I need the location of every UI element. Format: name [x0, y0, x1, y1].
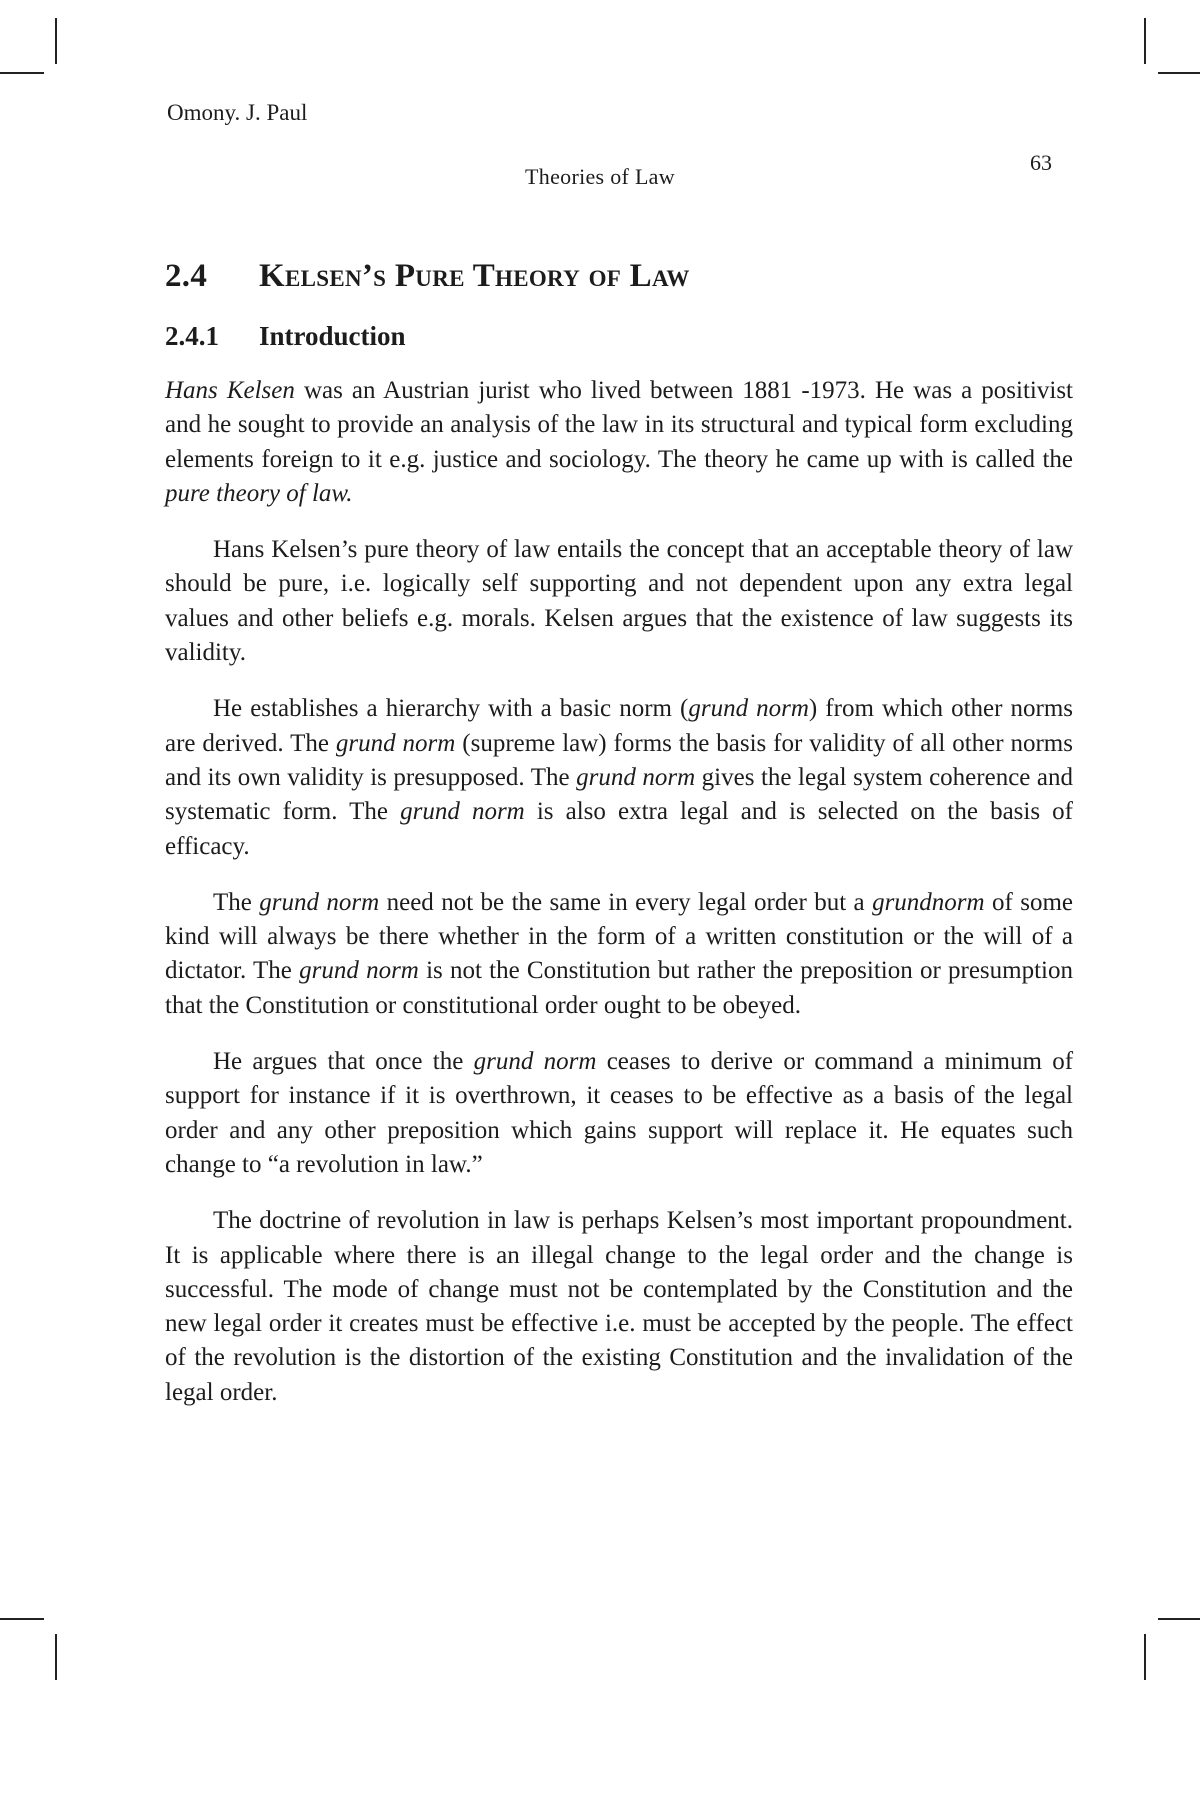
theory-term: pure theory of law.: [165, 479, 353, 507]
paragraph-text: gives the legal system coherence and systematic form. The: [165, 763, 1073, 826]
paragraph-text: He argues that once the: [213, 1048, 474, 1076]
paragraph-text: of some kind will always be there whether in the form of a written constitution or the will of a dictator. The: [165, 888, 1073, 985]
grund-norm-term: grund norm: [299, 957, 419, 985]
paragraph-text: ) from which other norms are derived. The: [165, 695, 1074, 757]
grund-norm-term: grund norm: [688, 695, 809, 723]
grund-norm-term: grund norm: [400, 798, 525, 826]
paragraph-4: [165, 886, 1073, 1023]
section-number: 2.4: [165, 258, 208, 294]
page-body: [165, 258, 1073, 1432]
paragraph-text: He establishes a hierarchy with a basic norm (: [213, 695, 689, 723]
crop-mark-bottom-right-vertical: [1144, 1634, 1146, 1680]
grund-norm-term: grund norm: [576, 763, 696, 791]
grund-norm-term: grundnorm: [872, 888, 985, 916]
subsection-title: Introduction: [259, 321, 406, 351]
paragraph-text: (supreme law) forms the basis for validity of all other norms and its own validity is presupposed. The: [165, 729, 1073, 791]
crop-mark-top-right-vertical: [1144, 18, 1146, 64]
grund-norm-term: grund norm: [335, 729, 456, 757]
running-header-author: Omony. J. Paul: [167, 100, 308, 125]
crop-mark-bottom-right-horizontal: [1158, 1618, 1200, 1620]
paragraph-2: Hans Kelsen’s pure theory of law entails the concept that an acceptable theory of law should be pure, i.e. logically self supporting and not dependent upon any extra legal values and other beliefs e.g. morals. Kelsen argues that the existence of law suggests its validity.: [165, 536, 1073, 667]
section-heading: [165, 258, 1073, 295]
running-header-title: Theories of Law: [525, 164, 675, 189]
page-number: 63: [1030, 150, 1052, 175]
paragraph-text: ceases to derive or command a minimum of support for instance if it is overthrown, it ceases to be effective as a basis of the legal order and any other preposition which gains support will replace it. He equates such change to “a revolution in law.”: [165, 1048, 1074, 1178]
crop-mark-bottom-left-horizontal: [0, 1618, 44, 1620]
grund-norm-term: grund norm: [259, 888, 380, 916]
crop-mark-top-left-vertical: [55, 18, 57, 64]
grund-norm-term: grund norm: [473, 1048, 597, 1076]
crop-mark-top-left-horizontal: [0, 72, 44, 74]
paragraph-text: need not be the same in every legal order but a: [379, 888, 873, 916]
section-title: Kelsen’s Pure Theory of Law: [259, 258, 690, 294]
paragraph-text: was an Austrian jurist who lived between 1881 -1973. He was a positivist and he sought to provide an analysis of the law in its structural and typical form excluding elements foreign to it e.g. justice and sociology. The theory he came up with is called the: [165, 377, 1073, 473]
paragraph-5: [165, 1045, 1073, 1182]
crop-mark-bottom-left-vertical: [55, 1634, 57, 1680]
crop-mark-top-right-horizontal: [1158, 72, 1200, 74]
paragraph-3: [165, 692, 1073, 863]
subsection-number: 2.4.1: [165, 321, 219, 351]
paragraph-6: The doctrine of revolution in law is perhaps Kelsen’s most important propoundment. It is applicable where there is an illegal change to the legal order and the change is successful. The mode of change must not be contemplated by the Constitution and the new legal order it creates must be effective i.e. must be accepted by the people. The effect of the revolution is the distortion of the existing Constitution and the invalidation of the legal order.: [165, 1207, 1073, 1406]
paragraph-text: The: [213, 888, 260, 916]
subsection-heading: [165, 321, 1073, 352]
paragraph-text: is also extra legal and is selected on the basis of efficacy.: [165, 798, 1074, 860]
paragraph-text: is not the Constitution but rather the preposition or presumption that the Constitution or constitutional order ought to be obeyed.: [165, 957, 1074, 1019]
paragraph-1: [165, 374, 1073, 511]
person-name: Hans Kelsen: [165, 377, 295, 404]
